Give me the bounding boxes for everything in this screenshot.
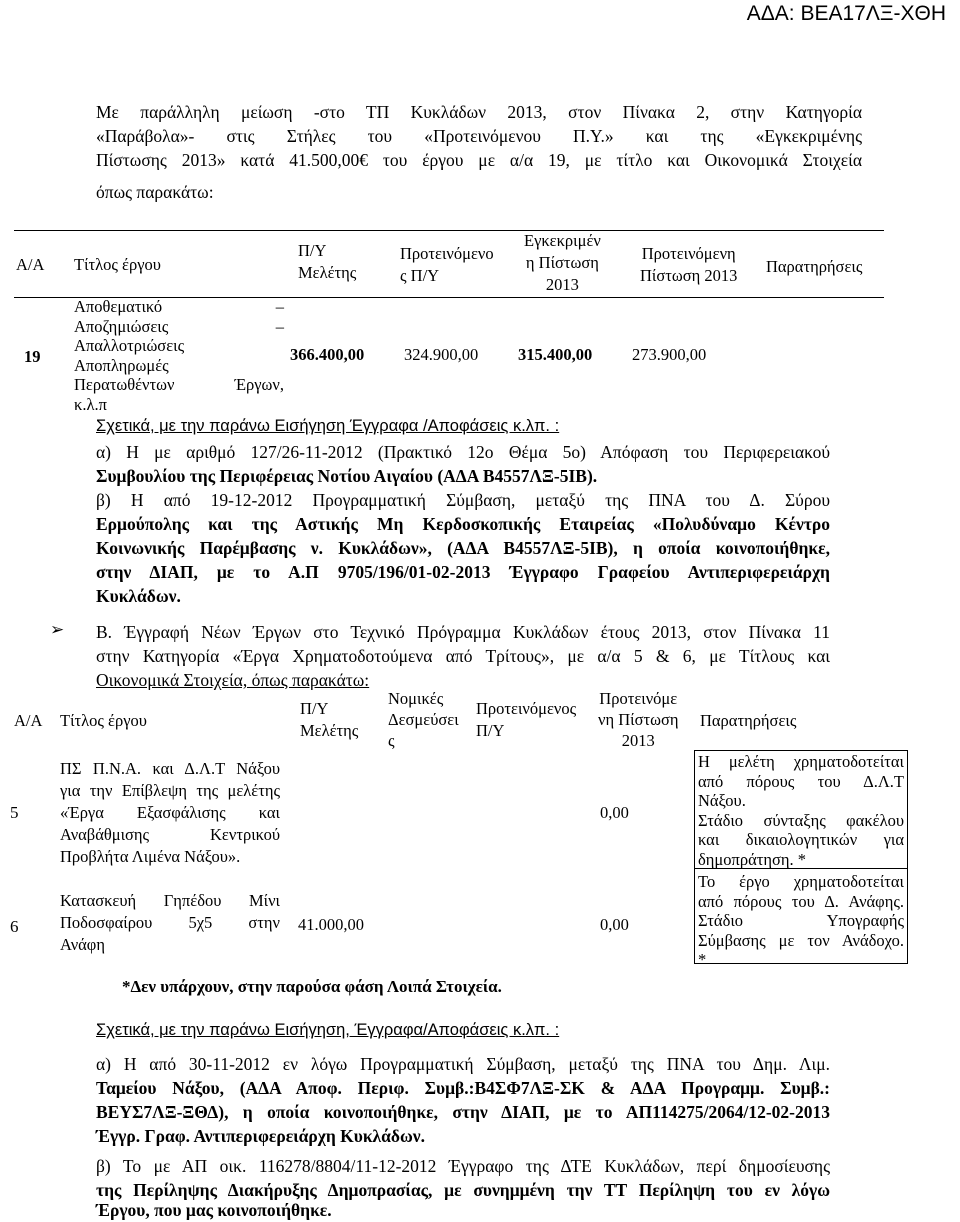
table2-header-aa: Α/Α bbox=[14, 711, 43, 730]
remark-line: * bbox=[698, 950, 707, 969]
title-line: κ.λ.π bbox=[74, 394, 107, 414]
table1-header-approved-credit: Εγκεκριμέν η Πίστωση 2013 bbox=[524, 231, 601, 294]
table1-header-proposed-py: Προτεινόμενο ς Π/Υ bbox=[400, 244, 494, 285]
table2-header-remarks: Παρατηρήσεις bbox=[700, 711, 797, 730]
table1-row-approved-credit: 315.400,00 bbox=[518, 345, 593, 364]
table2-row5-aa: 5 bbox=[10, 803, 19, 822]
title-line: «Έργα Εξασφάλισης και bbox=[60, 803, 280, 822]
table1-header-py-study: Π/Υ Μελέτης bbox=[298, 241, 357, 282]
table1-header-title: Τίτλος έργου bbox=[74, 255, 161, 274]
table2-remarks-left bbox=[694, 750, 695, 964]
table2-row6-title bbox=[60, 890, 280, 956]
table1-header-remarks: Παρατηρήσεις bbox=[766, 257, 863, 276]
title-line: Περατωθέντων bbox=[74, 375, 175, 394]
remark-line: και δικαιολογητικών για bbox=[698, 830, 904, 849]
title-line: Αποζημιώσεις bbox=[74, 316, 169, 336]
bullet-arrow-icon: ➢ bbox=[50, 620, 65, 639]
table2-header-title: Τίτλος έργου bbox=[60, 711, 147, 730]
table2-row6-aa: 6 bbox=[10, 917, 19, 936]
title-line: Απαλλοτριώσεις bbox=[74, 336, 185, 355]
remark-line: Η μελέτη χρηματοδοτείται bbox=[698, 752, 904, 771]
table2-row5-title bbox=[60, 758, 280, 868]
title-line: για την Επίβλεψη της μελέτης bbox=[60, 781, 280, 800]
remark-line: Στάδιο Υπογραφής bbox=[698, 911, 904, 930]
related2-b-line3: Έργου, που μας κοινοποιήθηκε. bbox=[96, 1200, 332, 1220]
table2-row6-proposed-credit: 0,00 bbox=[600, 915, 629, 934]
table1-header-proposed-credit: Προτεινόμενη Πίστωση 2013 bbox=[640, 244, 738, 285]
table1-header-aa: Α/Α bbox=[16, 255, 45, 274]
remark-line: Σύμβασης με τον Ανάδοχο. bbox=[698, 930, 904, 950]
table1-row-proposed-py: 324.900,00 bbox=[404, 345, 479, 364]
intro-line-3: Πίστωσης 2013» κατά 41.500,00€ του έργου με α/α 19, με τίτλο και Οικονομικά Στοιχεία bbox=[96, 150, 862, 170]
title-line: Αποπληρωμές bbox=[74, 355, 169, 375]
related1-a-line1: α) Η με αριθμό 127/26-11-2012 (Πρακτικό 12ο Θέμα 5ο) Απόφαση του Περιφερειακού bbox=[96, 442, 830, 462]
remark-line: Το έργο χρηματοδοτείται bbox=[698, 872, 904, 891]
related1-b-line1: β) Η από 19-12-2012 Προγραμματική Σύμβαση, μεταξύ της ΠΝΑ του Δ. Σύρου bbox=[96, 490, 830, 510]
related1-a-line2: Συμβουλίου της Περιφέρειας Νοτίου Αιγαίου (ΑΔΑ Β4557ΛΞ-5ΙΒ). bbox=[96, 466, 598, 486]
sectionB-line3: Οικονομικά Στοιχεία, όπως παρακάτω: bbox=[96, 670, 370, 690]
related1-b-line5: Κυκλάδων. bbox=[96, 586, 181, 606]
table2-row5-remarks bbox=[698, 752, 904, 869]
related2-a-line4: Έγγρ. Γραφ. Αντιπεριφερειάρχη Κυκλάδων. bbox=[96, 1126, 425, 1146]
table2-header-py-study: Π/Υ Μελέτης bbox=[300, 699, 359, 740]
related2-b-line1: β) Το με ΑΠ οικ. 116278/8804/11-12-2012 Έγγραφο της ΔΤΕ Κυκλάδων, περί δημοσίευσης bbox=[96, 1156, 830, 1176]
table2-row6-remarks bbox=[698, 872, 904, 970]
sectionB-line1: Β. Έγγραφή Νέων Έργων στο Τεχνικό Πρόγραμμα Κυκλάδων έτους 2013, στον Πίνακα 11 bbox=[96, 622, 830, 642]
table1-row-aa: 19 bbox=[24, 347, 41, 366]
sectionB-line2: στην Κατηγορία «Έργα Χρηματοδοτούμενα από Τρίτους», με α/α 5 & 6, με Τίτλους και bbox=[96, 646, 830, 666]
related1-b-line2: Ερμούπολης και της Αστικής Μη Κερδοσκοπικής Εταιρείας «Πολυδύναμο Κέντρο bbox=[96, 514, 830, 534]
table2-remarks-top bbox=[694, 750, 908, 751]
table2-row6-py-study: 41.000,00 bbox=[298, 915, 364, 934]
remark-line: Στάδιο σύνταξης φακέλου bbox=[698, 810, 904, 830]
table2-remarks-right bbox=[907, 750, 908, 964]
table2-header-legal: Νομικές Δεσμεύσει ς bbox=[388, 689, 459, 750]
related1-heading: Σχετικά, με την παράνω Εισήγηση Έγγραφα /Αποφάσεις κ.λπ. : bbox=[96, 417, 560, 435]
remark-line: Νάξου. bbox=[698, 791, 746, 810]
related2-a-line1: α) Η από 30-11-2012 εν λόγω Προγραμματική Σύμβαση, μεταξύ της ΠΝΑ του Δημ. Λιμ. bbox=[96, 1054, 830, 1074]
title-line: Αναβάθμισης Κεντρικού bbox=[60, 825, 280, 844]
related2-a-line3: ΒΕΥΣ7ΛΞ-ΞΘΔ), η οποία κοινοποιήθηκε, στην ΔΙΑΠ, με το ΑΠ114275/2064/12-02-2013 bbox=[96, 1102, 830, 1122]
related1-b-line4: στην ΔΙΑΠ, με το Α.Π 9705/196/01-02-2013 Έγγραφο Γραφείου Αντιπεριφερειάρχη bbox=[96, 562, 830, 582]
table1-row-proposed-credit: 273.900,00 bbox=[632, 345, 707, 364]
intro-line-2: «Παράβολα»- στις Στήλες του «Προτεινόμενου Π.Υ.» και της «Εγκεκριμένης bbox=[96, 126, 862, 146]
remark-line: δημοπράτηση. * bbox=[698, 849, 806, 869]
table2-header-proposed-credit: Προτεινόμε νη Πίστωση 2013 bbox=[598, 689, 679, 750]
table1-row-py-study: 366.400,00 bbox=[290, 345, 365, 364]
title-line: Ποδοσφαίρου 5χ5 στην bbox=[60, 913, 280, 932]
related2-a-line2: Ταμείου Νάξου, (ΑΔΑ Αποφ. Περιφ. Συμβ.:Β4ΣΦ7ΛΞ-ΣΚ & ΑΔΑ Προγραμμ. Συμβ.: bbox=[96, 1078, 830, 1098]
intro-line-1: Με παράλληλη μείωση -στο ΤΠ Κυκλάδων 2013, στον Πίνακα 2, στην Κατηγορία bbox=[96, 102, 862, 122]
table1-top-border bbox=[14, 230, 884, 231]
intro-line-4: όπως παρακάτω: bbox=[96, 182, 214, 202]
title-line: Ανάφη bbox=[60, 935, 105, 954]
remark-line: από πόρους του Δ.Λ.Τ bbox=[698, 771, 904, 791]
title-line: Προβλήτα Λιμένα Νάξου». bbox=[60, 847, 241, 866]
title-line: Αποθεματικό bbox=[74, 297, 163, 316]
remark-line: από πόρους του Δ. Ανάφης. bbox=[698, 891, 904, 911]
table2-row5-proposed-credit: 0,00 bbox=[600, 803, 629, 822]
table2-footnote: *Δεν υπάρχουν, στην παρούσα φάση Λοιπά Στοιχεία. bbox=[122, 977, 502, 996]
table1-row-title: Αποθεματικό – Αποζημιώσεις – Απαλλοτριώσεις Αποπληρωμές Περατωθέντων Έργων, κ.λ.π bbox=[74, 297, 284, 414]
title-line: ΠΣ Π.Ν.Α. και Δ.Λ.Τ Νάξου bbox=[60, 759, 280, 778]
table2-header-proposed-py: Προτεινόμενος Π/Υ bbox=[476, 699, 577, 740]
related2-heading: Σχετικά, με την παράνω Εισήγηση, Έγγραφα/Αποφάσεις κ.λπ. : bbox=[96, 1021, 560, 1039]
related1-b-line3: Κοινωνικής Παρέμβασης ν. Κυκλάδων», (ΑΔΑ Β4557ΛΞ-5ΙΒ), η οποία κοινοποιήθηκε, bbox=[96, 538, 830, 558]
title-line: Κατασκευή Γηπέδου Μίνι bbox=[60, 891, 280, 910]
ada-code: ΑΔΑ: ΒΕΑ17ΛΞ-ΧΘΗ bbox=[746, 2, 946, 25]
related2-b-line2: της Περίληψης Διακήρυξης Δημοπρασίας, με συνημμένη την ΤΤ Περίληψη του εν λόγω bbox=[96, 1180, 830, 1200]
